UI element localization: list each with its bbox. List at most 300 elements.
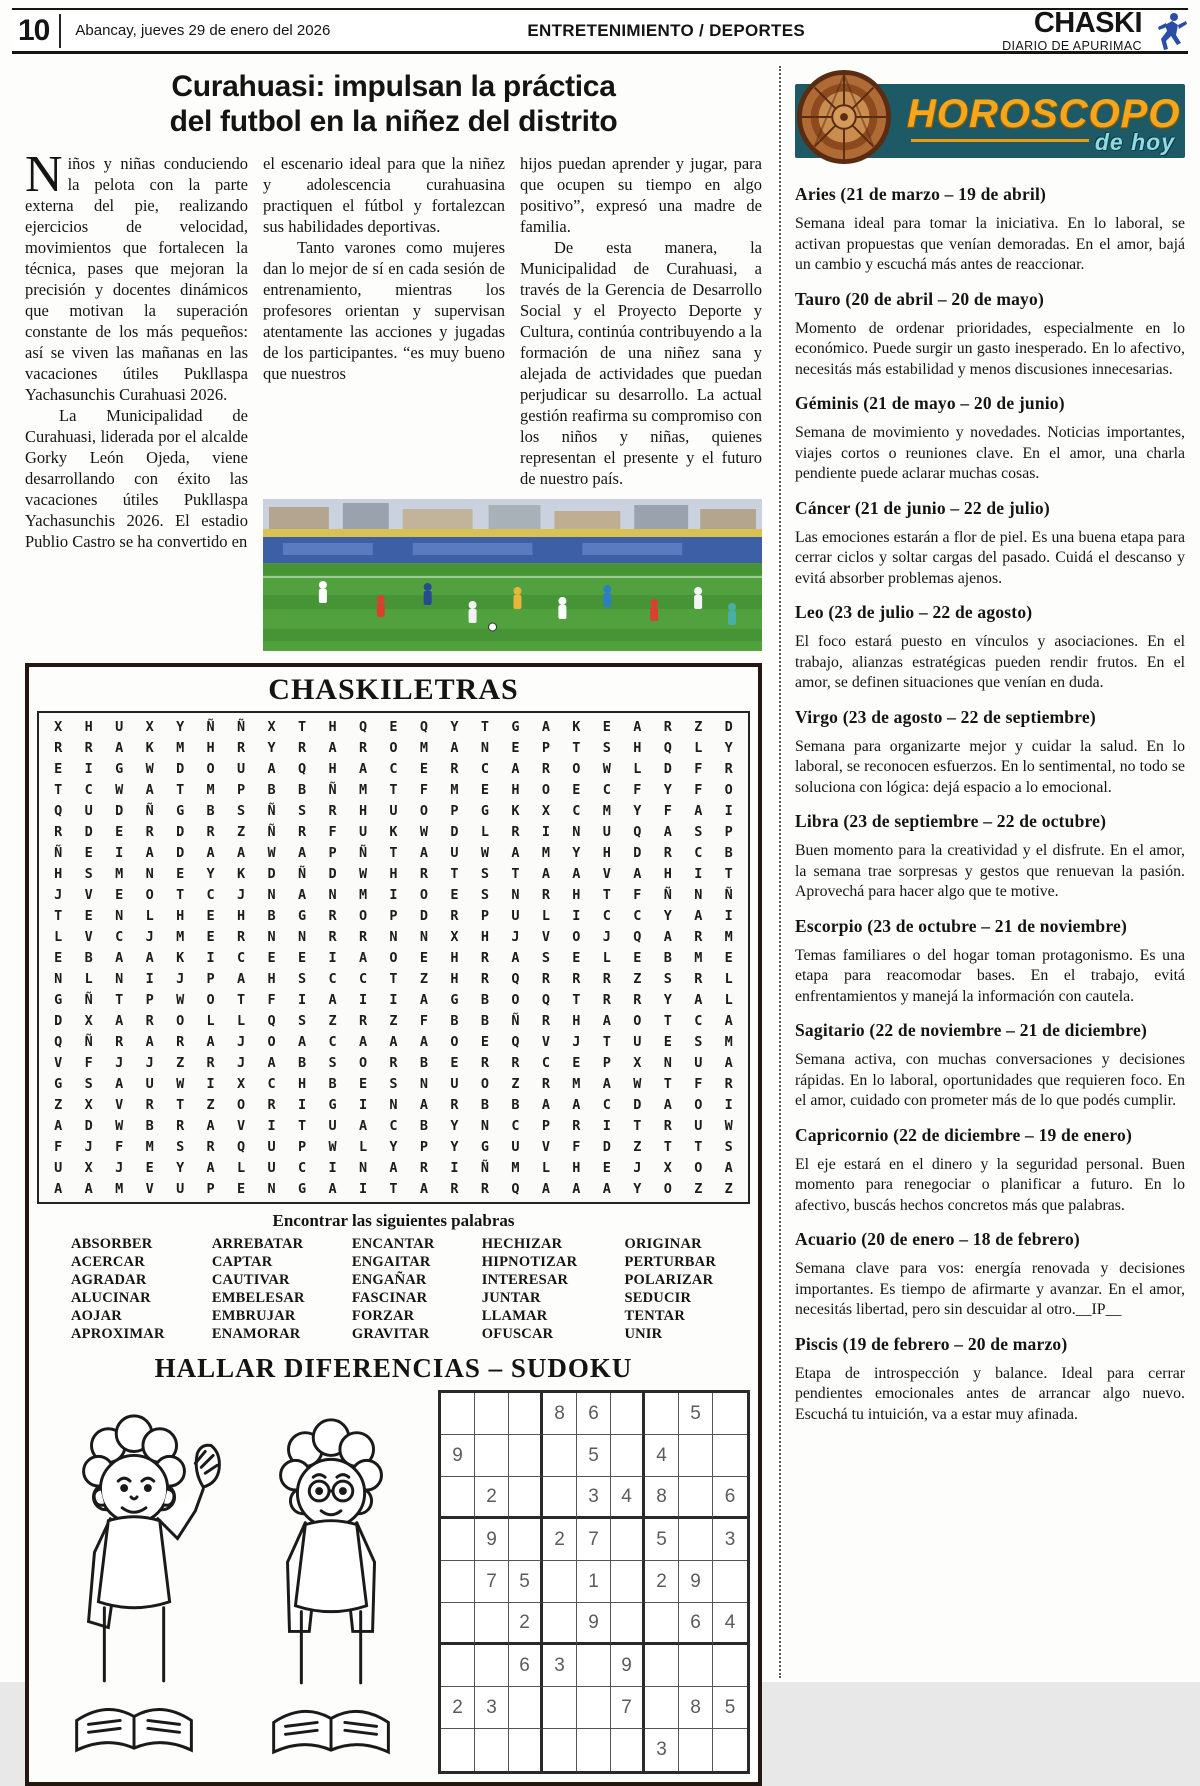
letter-cell: B	[663, 949, 672, 966]
letter-cell: C	[115, 928, 124, 945]
letter-cell: T	[389, 844, 398, 861]
letter-cell: X	[54, 718, 63, 735]
letter-cell: L	[237, 1159, 246, 1176]
letter-cell: P	[450, 802, 459, 819]
letter-cell: S	[237, 802, 246, 819]
sign-date-range: (22 de diciembre – 19 de enero)	[888, 1124, 1133, 1145]
letter-cell: V	[541, 1033, 550, 1050]
letter-cell: Y	[572, 844, 581, 861]
letter-grid-row	[43, 1157, 744, 1178]
sudoku-cell	[475, 1393, 509, 1435]
letter-cell: E	[237, 1180, 246, 1197]
letter-cell: E	[602, 718, 611, 735]
sign-name: Piscis	[795, 1333, 839, 1354]
letter-cell: Y	[663, 907, 672, 924]
letter-cell: H	[237, 907, 246, 924]
letter-cell: E	[115, 823, 124, 840]
letter-cell: A	[267, 760, 276, 777]
sudoku-cell	[441, 1561, 475, 1603]
sudoku-cell	[713, 1645, 747, 1687]
sudoku-cell: 4	[611, 1477, 645, 1519]
word-item: ENAMORAR	[211, 1326, 301, 1342]
letter-cell: S	[84, 865, 93, 882]
sudoku-cell	[543, 1603, 577, 1645]
letter-cell: R	[450, 1180, 459, 1197]
letter-cell: M	[511, 1159, 520, 1176]
word-item: ENCANTAR	[351, 1236, 435, 1252]
letter-cell: R	[602, 991, 611, 1008]
sudoku-cell: 3	[713, 1519, 747, 1561]
letter-cell: E	[267, 949, 276, 966]
letter-cell: O	[724, 781, 733, 798]
letter-cell: T	[663, 1012, 672, 1029]
letter-cell: O	[358, 907, 368, 924]
letter-cell: H	[633, 739, 642, 756]
letter-cell: X	[145, 718, 154, 735]
letter-cell: V	[602, 865, 611, 882]
letter-cell: I	[541, 823, 550, 840]
letter-grid-row	[43, 758, 744, 779]
letter-cell: L	[724, 991, 733, 1008]
horoscope-subtitle: de hoy	[1094, 129, 1175, 155]
sudoku-cell	[441, 1393, 475, 1435]
letter-cell: K	[176, 949, 185, 966]
letter-cell: C	[602, 1096, 611, 1113]
letter-cell: R	[115, 1033, 124, 1050]
article-column-2	[263, 153, 505, 489]
letter-cell: Z	[389, 1012, 398, 1029]
letter-cell: W	[176, 991, 185, 1008]
letter-cell: P	[602, 1054, 611, 1071]
letter-cell: R	[328, 907, 337, 924]
letter-cell: J	[633, 1159, 642, 1176]
sign-text: El eje estará en el dinero y la seguridad personal. Buen momento para renegociar o planificar a futuro. En lo afectivo, buscás hechos concretos más que palabras.	[795, 1155, 1185, 1214]
chasqui-runner-icon	[1154, 11, 1188, 51]
letter-cell: B	[328, 1075, 337, 1092]
sudoku-row	[441, 1435, 747, 1477]
letter-cell: A	[663, 1096, 672, 1113]
letter-cell: M	[724, 1033, 733, 1050]
letter-cell: J	[145, 928, 154, 945]
letter-cell: C	[694, 1012, 703, 1029]
letter-cell: B	[724, 844, 733, 861]
letter-cell: K	[145, 739, 154, 756]
letter-grid-row	[43, 1094, 744, 1115]
letter-cell: V	[541, 1138, 550, 1155]
letter-cell: A	[115, 1075, 124, 1092]
letter-cell: B	[206, 802, 215, 819]
letter-cell: A	[145, 949, 154, 966]
letter-cell: N	[267, 928, 276, 945]
word-column	[624, 1235, 716, 1343]
letter-cell: E	[206, 907, 215, 924]
letter-cell: I	[297, 991, 307, 1008]
sudoku-cell	[611, 1393, 645, 1435]
letter-cell: R	[206, 1054, 215, 1071]
letter-cell: R	[694, 970, 703, 987]
sign-date-range: (19 de febrero – 20 de marzo)	[838, 1333, 1068, 1354]
letter-cell: Z	[206, 1096, 215, 1113]
letter-cell: M	[206, 781, 215, 798]
letter-cell: A	[419, 1096, 429, 1113]
sign-text: Semana de movimiento y novedades. Noticias importantes, viajes cortos o reuniones clave. En el amor, una charla pendiente puede aclarar muchas cosas.	[795, 424, 1185, 482]
letter-cell: S	[297, 1012, 307, 1029]
sudoku-cell	[441, 1603, 475, 1645]
sudoku-cell: 3	[475, 1687, 509, 1729]
letter-cell: T	[480, 718, 489, 735]
letter-cell: A	[511, 760, 520, 777]
letter-cell: P	[297, 1138, 307, 1155]
letter-cell: I	[694, 865, 703, 882]
sign-date-range: (23 de julio – 22 de agosto)	[823, 602, 1033, 622]
word-item: EMBELESAR	[211, 1290, 305, 1306]
letter-cell: R	[724, 1075, 733, 1092]
letter-cell: F	[84, 1054, 93, 1071]
letter-cell: P	[206, 970, 215, 987]
letter-cell: I	[358, 1180, 368, 1197]
letter-cell: O	[237, 1096, 246, 1113]
letter-cell: J	[572, 1033, 581, 1050]
sudoku-cell: 2	[543, 1519, 577, 1561]
letter-cell: J	[511, 928, 520, 945]
letter-cell: C	[480, 760, 489, 777]
sign-date-range: (23 de septiembre – 22 de octubre)	[838, 811, 1107, 831]
letter-cell: I	[389, 886, 398, 903]
letter-cell: A	[541, 865, 550, 882]
letter-cell: U	[511, 1138, 520, 1155]
letter-cell: M	[450, 781, 459, 798]
letter-cell: E	[84, 844, 93, 861]
word-item: ARREBATAR	[211, 1236, 304, 1252]
word-item: ORIGINAR	[624, 1236, 702, 1252]
letter-cell: N	[297, 928, 307, 945]
letter-cell: W	[724, 1117, 733, 1134]
letter-cell: E	[663, 1033, 672, 1050]
letter-cell: Z	[633, 970, 642, 987]
sign-heading	[795, 1229, 1185, 1250]
sudoku-cell	[713, 1729, 747, 1771]
letter-grid-row	[43, 1115, 744, 1136]
letter-cell: U	[267, 1159, 276, 1176]
letter-cell: A	[267, 1054, 276, 1071]
letter-cell: F	[419, 1012, 429, 1029]
letter-cell: D	[419, 907, 429, 924]
sign-name: Virgo	[795, 706, 839, 727]
word-item: ALUCINAR	[71, 1290, 151, 1306]
letter-cell: A	[237, 970, 246, 987]
sign-name: Acuario	[795, 1229, 857, 1249]
letter-cell: R	[145, 823, 154, 840]
letter-cell: D	[450, 823, 459, 840]
letter-cell: T	[297, 718, 307, 735]
word-item: HECHIZAR	[481, 1236, 563, 1252]
sudoku-cell	[509, 1519, 543, 1561]
letter-cell: A	[206, 1033, 215, 1050]
sudoku-cell	[543, 1435, 577, 1477]
letter-cell: T	[389, 970, 398, 987]
letter-cell: H	[511, 781, 520, 798]
letter-cell: G	[54, 991, 63, 1008]
letter-cell: W	[633, 1075, 642, 1092]
letter-cell: Y	[663, 991, 672, 1008]
letter-cell: R	[237, 928, 246, 945]
sudoku-cell: 2	[441, 1687, 475, 1729]
letter-cell: P	[206, 1180, 215, 1197]
sign-heading	[795, 184, 1185, 205]
letter-cell: Ñ	[54, 844, 63, 861]
letter-cell: L	[633, 760, 642, 777]
letter-cell: Ñ	[480, 1159, 489, 1176]
letter-cell: E	[572, 949, 581, 966]
letter-cell: M	[145, 1138, 154, 1155]
letter-cell: E	[480, 1033, 489, 1050]
letter-cell: E	[145, 1159, 154, 1176]
letter-cell: R	[145, 1096, 154, 1113]
letter-grid-row	[43, 737, 744, 758]
letter-cell: B	[84, 949, 93, 966]
letter-cell: F	[663, 802, 672, 819]
letter-cell: N	[115, 970, 124, 987]
letter-cell: Y	[663, 781, 672, 798]
letter-cell: E	[115, 886, 124, 903]
letter-cell: B	[267, 781, 276, 798]
letter-cell: A	[389, 1033, 398, 1050]
letter-cell: E	[389, 718, 398, 735]
letter-cell: S	[602, 739, 611, 756]
letter-cell: N	[419, 1075, 429, 1092]
letter-cell: T	[511, 865, 520, 882]
letter-cell: J	[84, 1138, 93, 1155]
letter-cell: A	[633, 865, 642, 882]
letter-cell: Z	[328, 1012, 337, 1029]
letter-cell: Ñ	[297, 865, 307, 882]
letter-cell: G	[480, 1138, 489, 1155]
letter-cell: O	[206, 760, 215, 777]
sudoku-row	[441, 1561, 747, 1603]
letter-cell: V	[115, 1096, 124, 1113]
masthead-divider	[59, 14, 61, 48]
letter-cell: A	[206, 844, 215, 861]
letter-cell: O	[419, 802, 429, 819]
letter-cell: D	[176, 760, 185, 777]
sudoku-cell	[543, 1729, 577, 1771]
letter-cell: B	[267, 907, 276, 924]
letter-cell: A	[419, 844, 429, 861]
sudoku-cell: 5	[577, 1435, 611, 1477]
sign-heading	[795, 289, 1185, 310]
letter-cell: S	[694, 823, 703, 840]
sudoku-cell: 7	[611, 1687, 645, 1729]
sign-name: Tauro	[795, 288, 841, 309]
letter-cell: S	[724, 1138, 733, 1155]
sudoku-cell	[645, 1393, 679, 1435]
word-column	[482, 1235, 577, 1343]
sudoku-cell	[509, 1435, 543, 1477]
letter-cell: O	[694, 1096, 703, 1113]
find-words-title: Encontrar las siguientes palabras	[272, 1211, 515, 1230]
letter-cell: U	[267, 1138, 276, 1155]
horoscope-banner	[795, 84, 1185, 158]
letter-cell: Z	[511, 1075, 520, 1092]
letter-cell: C	[633, 907, 642, 924]
letter-cell: A	[389, 1159, 398, 1176]
sudoku-cell: 1	[577, 1561, 611, 1603]
letter-cell: I	[206, 1075, 215, 1092]
letter-cell: C	[206, 886, 215, 903]
letter-cell: C	[511, 1117, 520, 1134]
letter-cell: F	[115, 1138, 124, 1155]
differences-sudoku-title: HALLAR DIFERENCIAS – SUDOKU	[154, 1353, 633, 1383]
word-item: HIPNOTIZAR	[481, 1254, 578, 1270]
letter-cell: T	[450, 865, 459, 882]
letter-cell: R	[450, 1096, 459, 1113]
sign-heading	[795, 1020, 1185, 1041]
sudoku-cell	[611, 1519, 645, 1561]
headline-line2: del futbol en la niñez del distrito	[169, 104, 618, 138]
letter-cell: R	[450, 760, 459, 777]
letter-cell: I	[602, 1117, 611, 1134]
letter-grid-row	[43, 842, 744, 863]
letter-cell: U	[450, 1075, 459, 1092]
letter-cell: H	[602, 844, 611, 861]
letter-cell: C	[389, 760, 398, 777]
sign-name: Leo	[795, 602, 824, 622]
letter-cell: A	[297, 844, 307, 861]
letter-cell: L	[541, 907, 550, 924]
letter-cell: A	[724, 1012, 733, 1029]
letter-cell: P	[419, 1138, 429, 1155]
sudoku-cell	[475, 1603, 509, 1645]
letter-cell: V	[541, 928, 550, 945]
letter-cell: H	[450, 949, 459, 966]
sudoku-cell	[441, 1477, 475, 1519]
letter-cell: U	[54, 1159, 63, 1176]
word-item: POLARIZAR	[624, 1272, 714, 1288]
sudoku-cell	[577, 1645, 611, 1687]
letter-cell: Q	[663, 739, 672, 756]
letter-cell: T	[54, 781, 63, 798]
letter-cell: M	[176, 928, 185, 945]
letter-cell: H	[572, 886, 581, 903]
letter-cell: T	[633, 1117, 642, 1134]
letter-cell: A	[694, 802, 703, 819]
letter-cell: R	[694, 928, 703, 945]
article-right-block	[263, 153, 762, 651]
letter-cell: J	[602, 928, 611, 945]
letter-cell: N	[267, 886, 276, 903]
letter-cell: W	[267, 844, 276, 861]
letter-cell: L	[145, 907, 154, 924]
horoscope-title: HOROSCOPO	[907, 92, 1181, 136]
kid-drawing-right	[244, 1390, 422, 1774]
letter-cell: Q	[54, 802, 63, 819]
letter-cell: K	[237, 865, 246, 882]
sudoku-row	[441, 1519, 747, 1561]
letter-cell: H	[358, 802, 368, 819]
letter-cell: Ñ	[237, 718, 246, 735]
sudoku-cell: 3	[577, 1477, 611, 1519]
letter-cell: J	[54, 886, 63, 903]
sudoku-cell: 2	[645, 1561, 679, 1603]
letter-cell: U	[694, 1054, 703, 1071]
sudoku-cell	[679, 1729, 713, 1771]
letter-cell: L	[237, 1012, 246, 1029]
letter-cell: E	[206, 928, 215, 945]
letter-cell: N	[115, 907, 124, 924]
sudoku-cell	[611, 1729, 645, 1771]
letter-cell: R	[450, 907, 459, 924]
letter-cell: M	[419, 739, 429, 756]
letter-grid-row	[43, 1136, 744, 1157]
letter-cell: R	[54, 823, 63, 840]
letter-cell: T	[602, 886, 611, 903]
sudoku-cell	[441, 1729, 475, 1771]
letter-cell: C	[358, 970, 368, 987]
sudoku-cell	[645, 1687, 679, 1729]
letter-cell: Ñ	[663, 886, 672, 903]
letter-cell: I	[724, 1096, 733, 1113]
letter-cell: A	[724, 1054, 733, 1071]
letter-cell: M	[541, 844, 550, 861]
letter-cell: R	[541, 760, 550, 777]
letter-cell: O	[572, 760, 581, 777]
letter-cell: Z	[694, 1180, 703, 1197]
sign-name: Aries	[795, 184, 836, 204]
letter-cell: R	[358, 928, 368, 945]
horoscope-column	[779, 66, 1191, 1678]
sudoku-grid	[438, 1390, 750, 1774]
letter-cell: S	[389, 1075, 398, 1092]
letter-cell: U	[511, 907, 520, 924]
letter-cell: A	[297, 886, 307, 903]
sudoku-cell: 5	[713, 1687, 747, 1729]
letter-cell: T	[602, 1033, 611, 1050]
letter-cell: T	[54, 907, 63, 924]
letter-cell: B	[297, 781, 307, 798]
letter-cell: B	[480, 1012, 489, 1029]
letter-cell: D	[84, 823, 93, 840]
letter-cell: W	[602, 760, 611, 777]
letter-cell: J	[237, 1054, 246, 1071]
sudoku-cell: 6	[679, 1603, 713, 1645]
letter-cell: G	[176, 802, 185, 819]
letter-cell: A	[541, 1180, 550, 1197]
sudoku-cell: 8	[679, 1687, 713, 1729]
main-column	[25, 62, 762, 1786]
letter-cell: C	[602, 781, 611, 798]
letter-cell: F	[328, 823, 337, 840]
sign-text: Semana clave para vos: energía renovada y decisiones importantes. Es tiempo de afirmarte y avanzar. En el amor, necesitás libertad, pero sin descuidar al otro.__IP__	[795, 1260, 1185, 1318]
sudoku-cell	[475, 1435, 509, 1477]
letter-cell: R	[206, 1138, 215, 1155]
horoscope-sign	[795, 498, 1185, 590]
sign-heading	[795, 1125, 1185, 1146]
letter-cell: M	[115, 865, 124, 882]
letter-cell: T	[176, 781, 185, 798]
horoscope-sign	[795, 1334, 1185, 1426]
letter-cell: R	[480, 1054, 489, 1071]
letter-cell: I	[389, 991, 398, 1008]
letter-cell: O	[511, 991, 520, 1008]
sudoku-row	[441, 1393, 747, 1435]
letter-cell: P	[480, 907, 489, 924]
letter-cell: B	[297, 1054, 307, 1071]
sudoku-cell: 8	[543, 1393, 577, 1435]
letter-cell: E	[480, 781, 489, 798]
letter-cell: X	[84, 1159, 93, 1176]
letter-cell: X	[541, 802, 550, 819]
letter-cell: F	[54, 1138, 63, 1155]
